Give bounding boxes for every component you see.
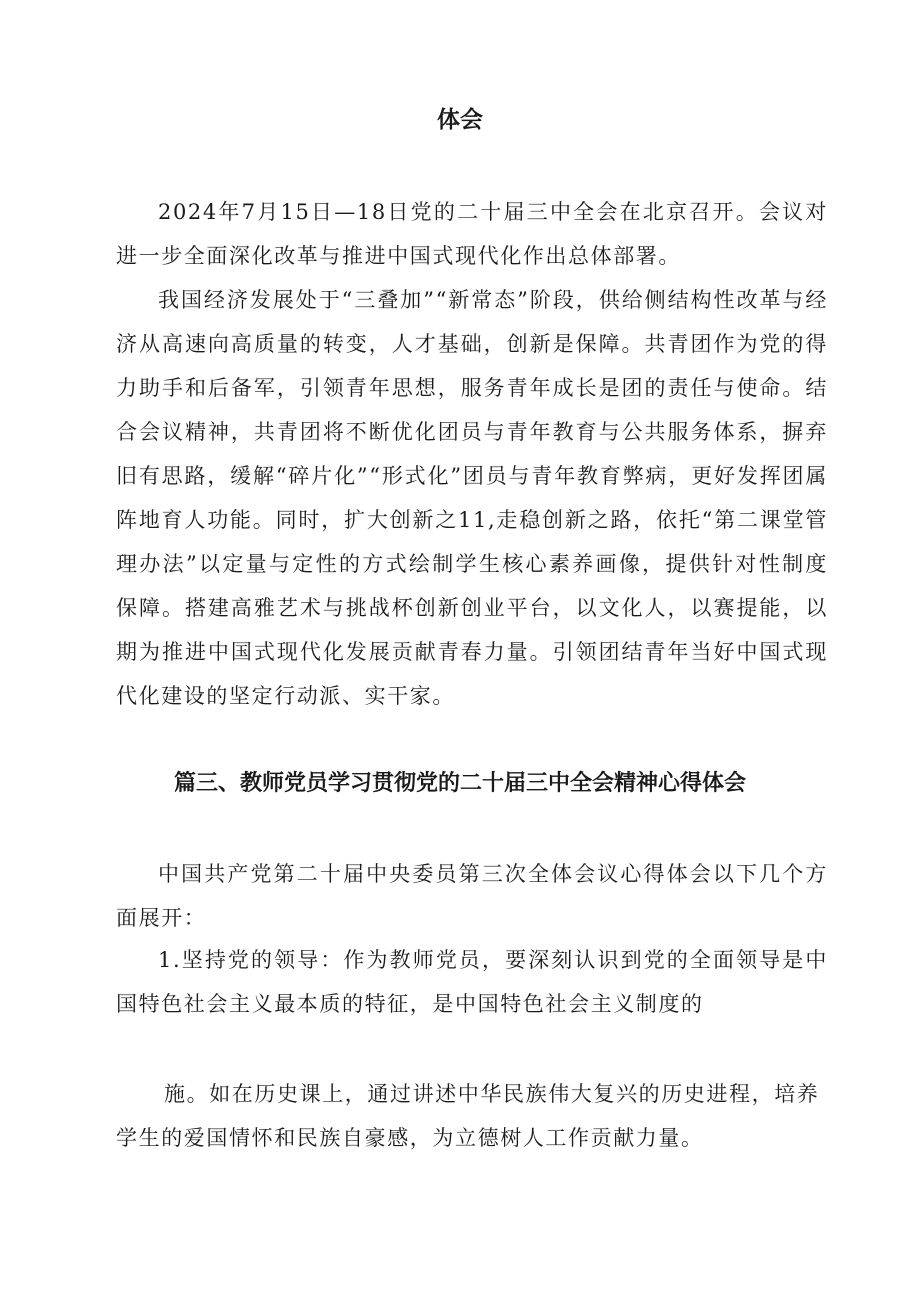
- paragraph-meeting-summary: 2024年7月15日—18日党的二十届三中全会在北京召开。会议对进一步全面深化改革与推进中国式现代化作出总体部署。: [116, 200, 828, 268]
- section-heading: 篇三、教师党员学习贯彻党的二十届三中全会精神心得体会: [173, 771, 746, 796]
- page-title: 体会: [437, 107, 483, 133]
- paragraph-continuation: [116, 1072, 828, 1160]
- paragraph-point-1: 1.坚持党的领导：作为教师党员，要深刻认识到党的全面领导是中国特色社会主义最本质的特征，是中国特色社会主义制度的: [116, 948, 828, 1016]
- continuation-line-2: 学生的爱国情怀和民族自豪感，为立德树人工作贡献力量。: [116, 1126, 704, 1150]
- paragraph-youth-league: 我国经济发展处于“三叠加”“新常态”阶段，供给侧结构性改革与经济从高速向高质量的转变，人才基础，创新是保障。共青团作为党的得力助手和后备军，引领青年思想，服务青年成长是团的责任与使命。结合会议精神，共青团将不断优化团员与青年教育与公共服务体系，摒弃旧有思路，缓解“碎片化”“形式化”团员与青年教育弊病，更好发挥团属阵地育人功能。同时，扩大创新之11,走稳创新之路，依托“第二课堂管理办法”以定量与定性的方式绘制学生核心素养画像，提供针对性制度保障。搭建高雅艺术与挑战杯创新创业平台，以文化人，以赛提能，以期为推进中国式现代化发展贡献青春力量。引领团结青年当好中国式现代化建设的坚定行动派、实干家。: [116, 288, 828, 708]
- continuation-line-1: 施。如在历史课上，通过讲述中华民族伟大复兴的历史进程，培养: [164, 1082, 820, 1106]
- paragraph-intro: 中国共产党第二十届中央委员第三次全体会议心得体会以下几个方面展开：: [116, 862, 828, 930]
